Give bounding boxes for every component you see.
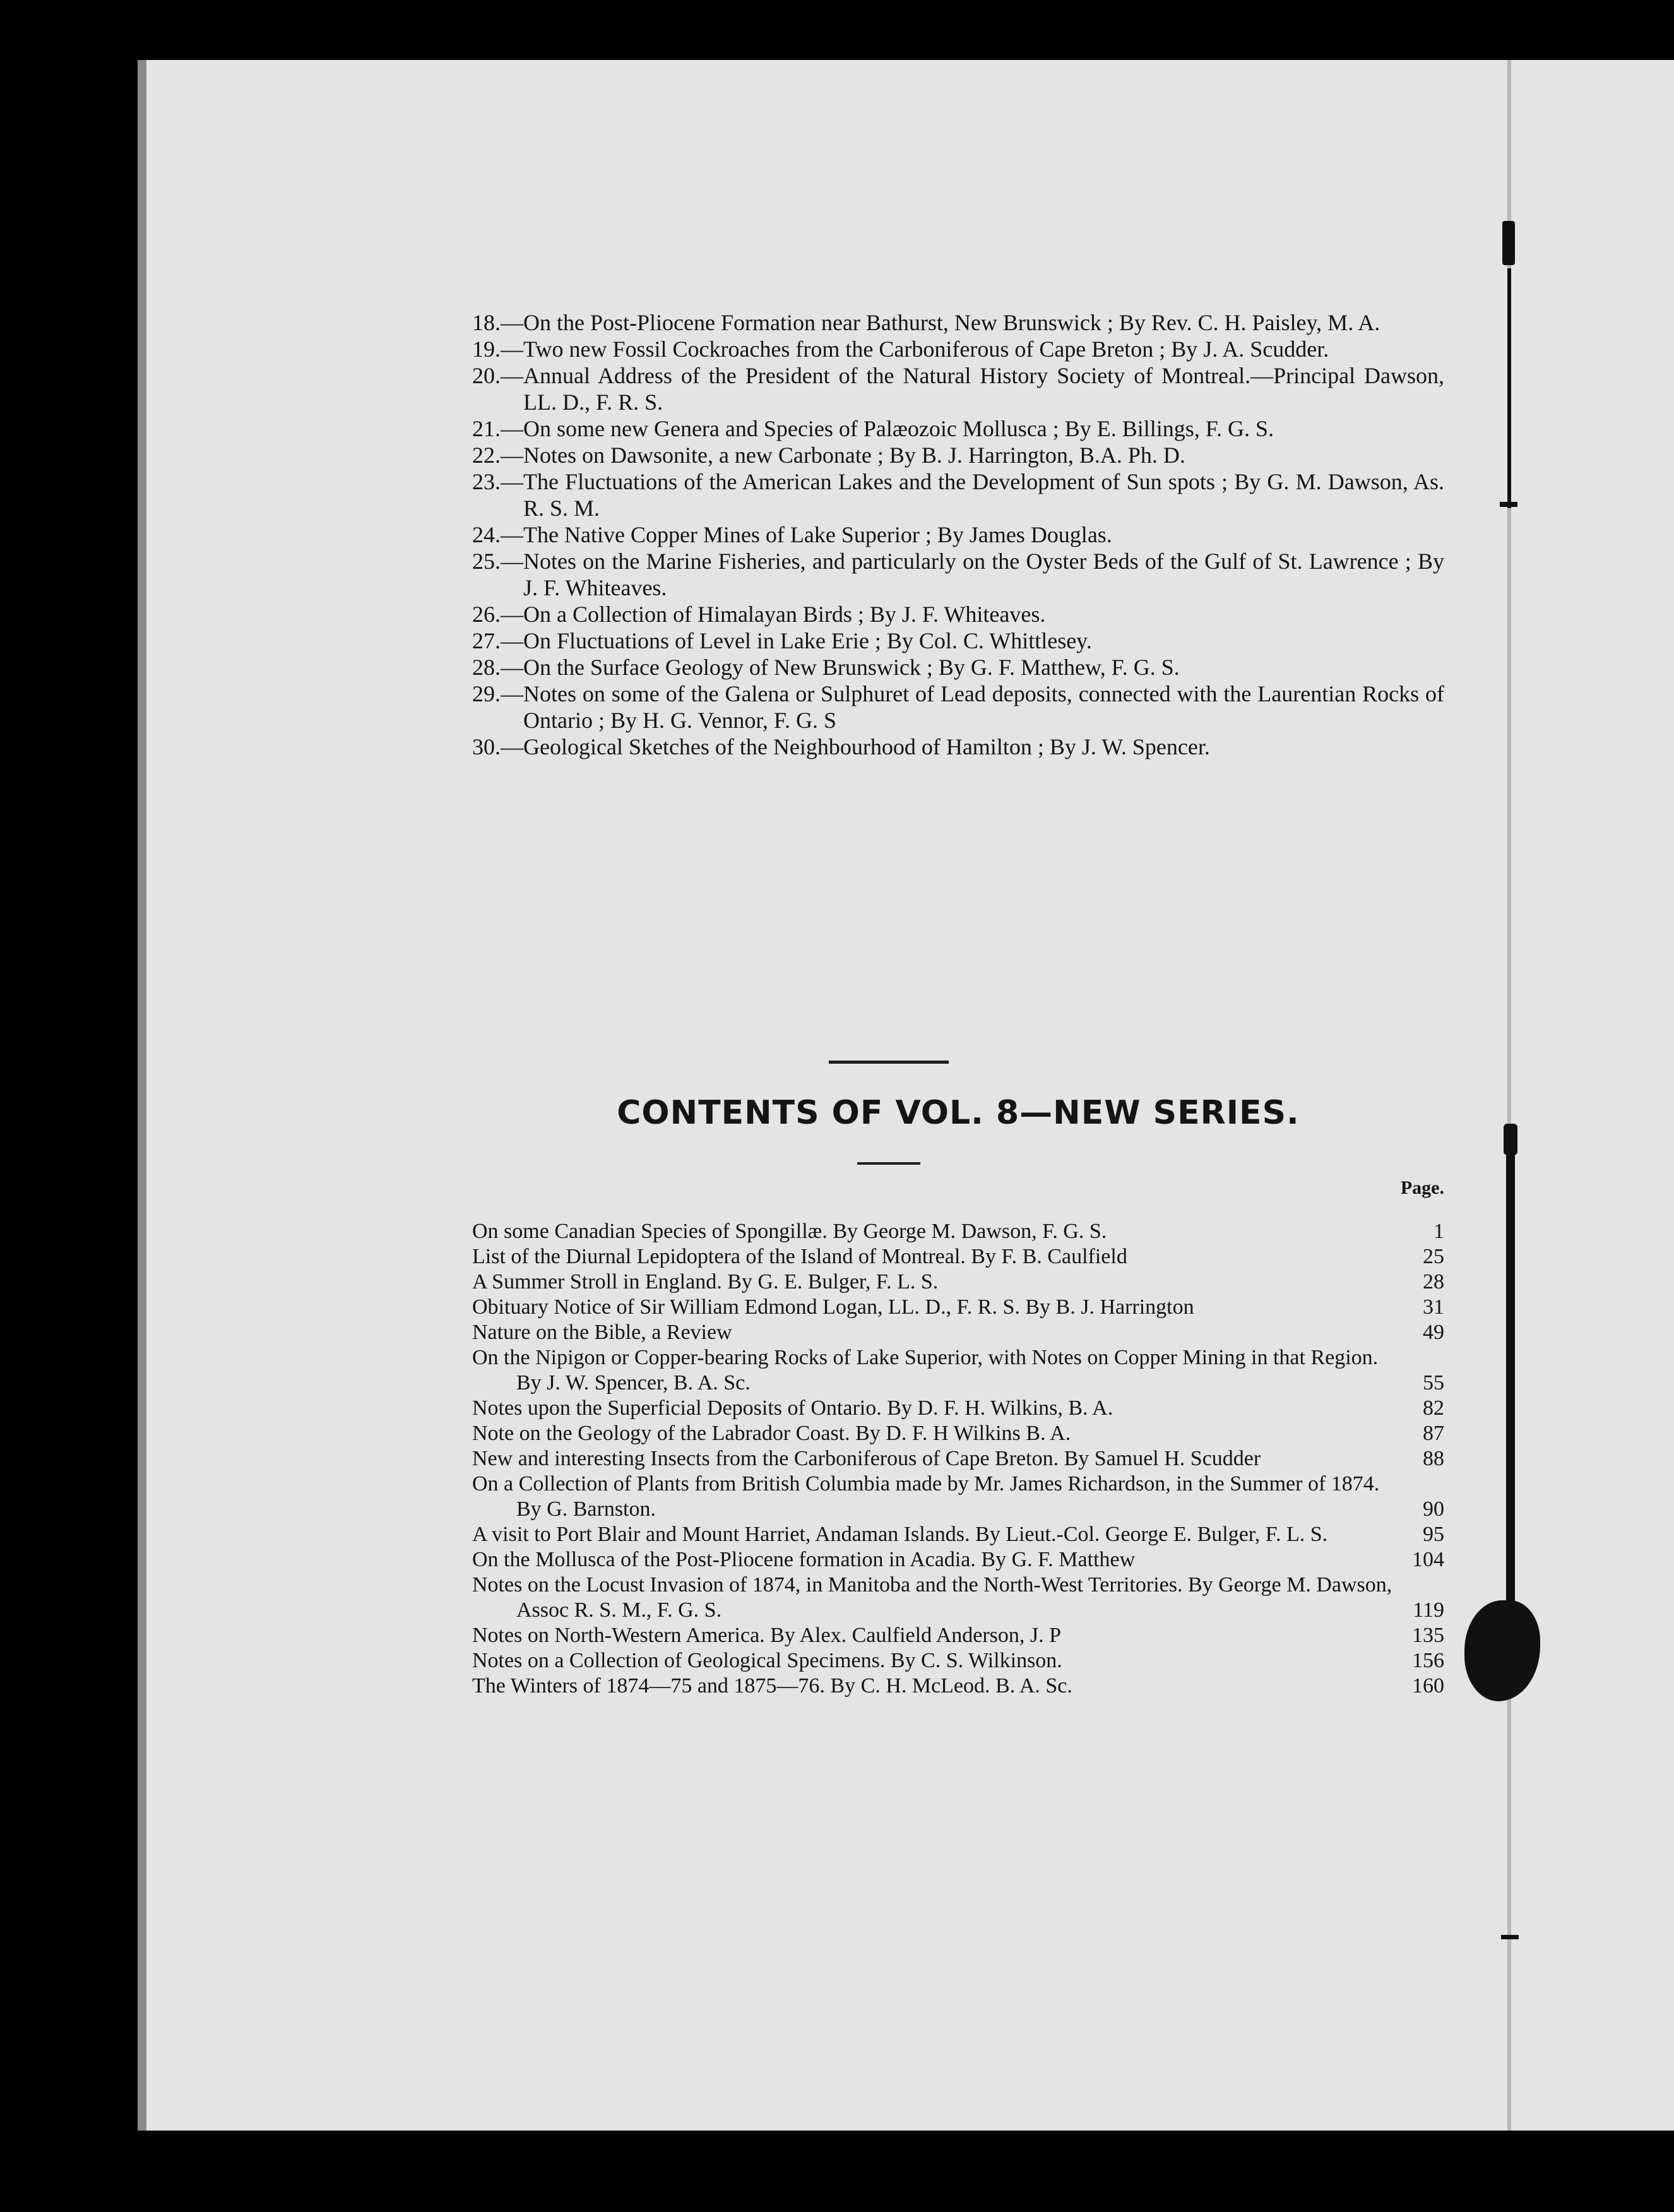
binding-mark-bottom: [1501, 1935, 1519, 1939]
item-text: Notes on some of the Galena or Sulphuret of Lead deposits, connected with the Laurentian Rocks of Ontario ; By H. G. Vennor, F. G. S: [523, 681, 1444, 733]
contents-list: [472, 1219, 1444, 1699]
toc-entry-title: Notes on a Collection of Geological Specimens. By C. S. Wilkinson.: [472, 1649, 1062, 1672]
item-text: Notes on Dawsonite, a new Carbonate ; By B. J. Harrington, B.A. Ph. D.: [523, 443, 1185, 468]
toc-entry-page: 88: [1423, 1447, 1444, 1470]
item-text: On the Surface Geology of New Brunswick ; By G. F. Matthew, F. G. S.: [523, 655, 1180, 680]
page-column-label: Page.: [1400, 1177, 1444, 1198]
item-text: Geological Sketches of the Neighbourhood of Hamilton ; By J. W. Spencer.: [523, 734, 1210, 759]
item-number: 20.—: [472, 363, 523, 388]
toc-entry-page: 95: [1423, 1523, 1444, 1546]
item-text: On some new Genera and Species of Palæozoic Mollusca ; By E. Billings, F. G. S.: [523, 416, 1274, 441]
divider-rule: [829, 1061, 949, 1064]
toc-entry-title: On the Nipigon or Copper-bearing Rocks of Lake Superior, with Notes on Copper Mining in that Region. By J. W. Spencer, B. A. Sc.: [472, 1346, 1379, 1394]
binding-mark-middle: [1504, 1124, 1517, 1155]
previous-contents-list: [472, 309, 1444, 760]
item-text: On a Collection of Himalayan Birds ; By J. F. Whiteaves.: [523, 602, 1046, 627]
item-number: 28.—: [472, 655, 523, 680]
list-item: [472, 734, 1444, 760]
item-number: 30.—: [472, 734, 523, 759]
item-text: On the Post-Pliocene Formation near Bathurst, New Brunswick ; By Rev. C. H. Paisley, M. A.: [523, 310, 1380, 335]
item-text: The Native Copper Mines of Lake Superior ; By James Douglas.: [523, 522, 1112, 547]
toc-entry: [472, 1396, 1444, 1421]
list-item: [472, 362, 1444, 415]
toc-entry: [472, 1295, 1444, 1320]
toc-entry-title: List of the Diurnal Lepidoptera of the Island of Montreal. By F. B. Caulfield: [472, 1245, 1127, 1268]
toc-entry-page: 82: [1423, 1396, 1444, 1420]
item-text: Notes on the Marine Fisheries, and particularly on the Oyster Beds of the Gulf of St. Lawrence ; By J. F. Whiteaves.: [523, 549, 1444, 600]
scanned-page: [138, 60, 1674, 2131]
toc-entry-title: New and interesting Insects from the Carboniferous of Cape Breton. By Samuel H. Scudder: [472, 1447, 1261, 1470]
binding-mark-upper-bar: [1507, 268, 1511, 508]
toc-entry-page: 135: [1412, 1624, 1444, 1647]
item-number: 27.—: [472, 628, 523, 653]
toc-entry-page: 90: [1423, 1497, 1444, 1521]
item-number: 22.—: [472, 443, 523, 468]
item-text: The Fluctuations of the American Lakes and the Development of Sun spots ; By G. M. Dawson, As. R. S. M.: [523, 469, 1444, 521]
item-text: On Fluctuations of Level in Lake Erie ; By Col. C. Whittlesey.: [523, 628, 1092, 653]
toc-entry-title: On a Collection of Plants from British Columbia made by Mr. James Richardson, in the Summer of 1874. By G. Barnston.: [472, 1472, 1380, 1521]
binding-mark-top: [1502, 221, 1515, 265]
item-number: 21.—: [472, 416, 523, 441]
list-item: [472, 601, 1444, 627]
toc-entry: [472, 1446, 1444, 1472]
item-text: Annual Address of the President of the Natural History Society of Montreal.—Principal Dawson, LL. D., F. R. S.: [523, 363, 1444, 415]
toc-entry-page: 1: [1434, 1220, 1444, 1243]
toc-entry-title: Notes upon the Superficial Deposits of Ontario. By D. F. H. Wilkins, B. A.: [472, 1396, 1113, 1420]
list-item: [472, 415, 1444, 442]
list-item: [472, 521, 1444, 548]
list-item: [472, 442, 1444, 468]
toc-entry-page: 156: [1412, 1649, 1444, 1672]
toc-entry-title: Note on the Geology of the Labrador Coast. By D. F. H Wilkins B. A.: [472, 1422, 1071, 1445]
toc-entry-title: Nature on the Bible, a Review: [472, 1321, 732, 1344]
toc-entry: [472, 1573, 1444, 1623]
toc-entry-page: 28: [1423, 1270, 1444, 1293]
binding-mark-upper-tick: [1500, 502, 1517, 507]
toc-entry: [472, 1623, 1444, 1648]
list-item: [472, 548, 1444, 601]
toc-entry: [472, 1219, 1444, 1244]
toc-entry: [472, 1320, 1444, 1345]
list-item: [472, 309, 1444, 336]
toc-entry: [472, 1674, 1444, 1699]
toc-entry: [472, 1648, 1444, 1674]
item-text: Two new Fossil Cockroaches from the Carboniferous of Cape Breton ; By J. A. Scudder.: [523, 336, 1329, 362]
item-number: 24.—: [472, 522, 523, 547]
list-item: [472, 336, 1444, 362]
item-number: 23.—: [472, 469, 523, 494]
toc-entry-page: 160: [1412, 1674, 1444, 1698]
toc-entry-page: 31: [1423, 1295, 1444, 1319]
toc-entry-title: On some Canadian Species of Spongillæ. By George M. Dawson, F. G. S.: [472, 1220, 1107, 1243]
toc-entry-title: The Winters of 1874—75 and 1875—76. By C. H. McLeod. B. A. Sc.: [472, 1674, 1072, 1698]
divider-rule-short: [857, 1162, 920, 1165]
toc-entry-page: 119: [1413, 1598, 1444, 1622]
toc-entry-title: A Summer Stroll in England. By G. E. Bulger, F. L. S.: [472, 1270, 939, 1293]
item-number: 18.—: [472, 310, 523, 335]
toc-entry: [472, 1522, 1444, 1547]
toc-entry-title: Obituary Notice of Sir William Edmond Logan, LL. D., F. R. S. By B. J. Harrington: [472, 1295, 1194, 1319]
toc-entry: [472, 1472, 1444, 1522]
toc-entry-page: 25: [1423, 1245, 1444, 1268]
item-number: 19.—: [472, 336, 523, 362]
toc-entry-title: Notes on North-Western America. By Alex. Caulfield Anderson, J. P: [472, 1624, 1062, 1647]
toc-entry: [472, 1270, 1444, 1295]
list-item: [472, 468, 1444, 521]
toc-entry: [472, 1345, 1444, 1396]
toc-entry-page: 55: [1423, 1371, 1444, 1394]
toc-entry: [472, 1244, 1444, 1270]
toc-entry-page: 49: [1423, 1321, 1444, 1344]
list-item: [472, 681, 1444, 734]
item-number: 29.—: [472, 681, 523, 706]
toc-entry-title: Notes on the Locust Invasion of 1874, in Manitoba and the North-West Territories. By George M. Dawson, Assoc R. S. M., F. G. S.: [472, 1573, 1392, 1622]
binding-mark-blot: [1464, 1600, 1540, 1701]
item-number: 26.—: [472, 602, 523, 627]
contents-heading: CONTENTS OF VOL. 8—NEW SERIES.: [617, 1094, 1300, 1132]
toc-entry: [472, 1421, 1444, 1446]
toc-entry: [472, 1547, 1444, 1573]
list-item: [472, 654, 1444, 681]
toc-entry-title: On the Mollusca of the Post-Pliocene formation in Acadia. By G. F. Matthew: [472, 1548, 1136, 1571]
binding-mark-tear: [1506, 1155, 1515, 1667]
toc-entry-page: 87: [1423, 1422, 1444, 1445]
toc-entry-title: A visit to Port Blair and Mount Harriet, Andaman Islands. By Lieut.-Col. George E. Bulger, F. L. S.: [472, 1523, 1328, 1546]
list-item: [472, 627, 1444, 654]
item-number: 25.—: [472, 549, 523, 574]
toc-entry-page: 104: [1412, 1548, 1444, 1571]
